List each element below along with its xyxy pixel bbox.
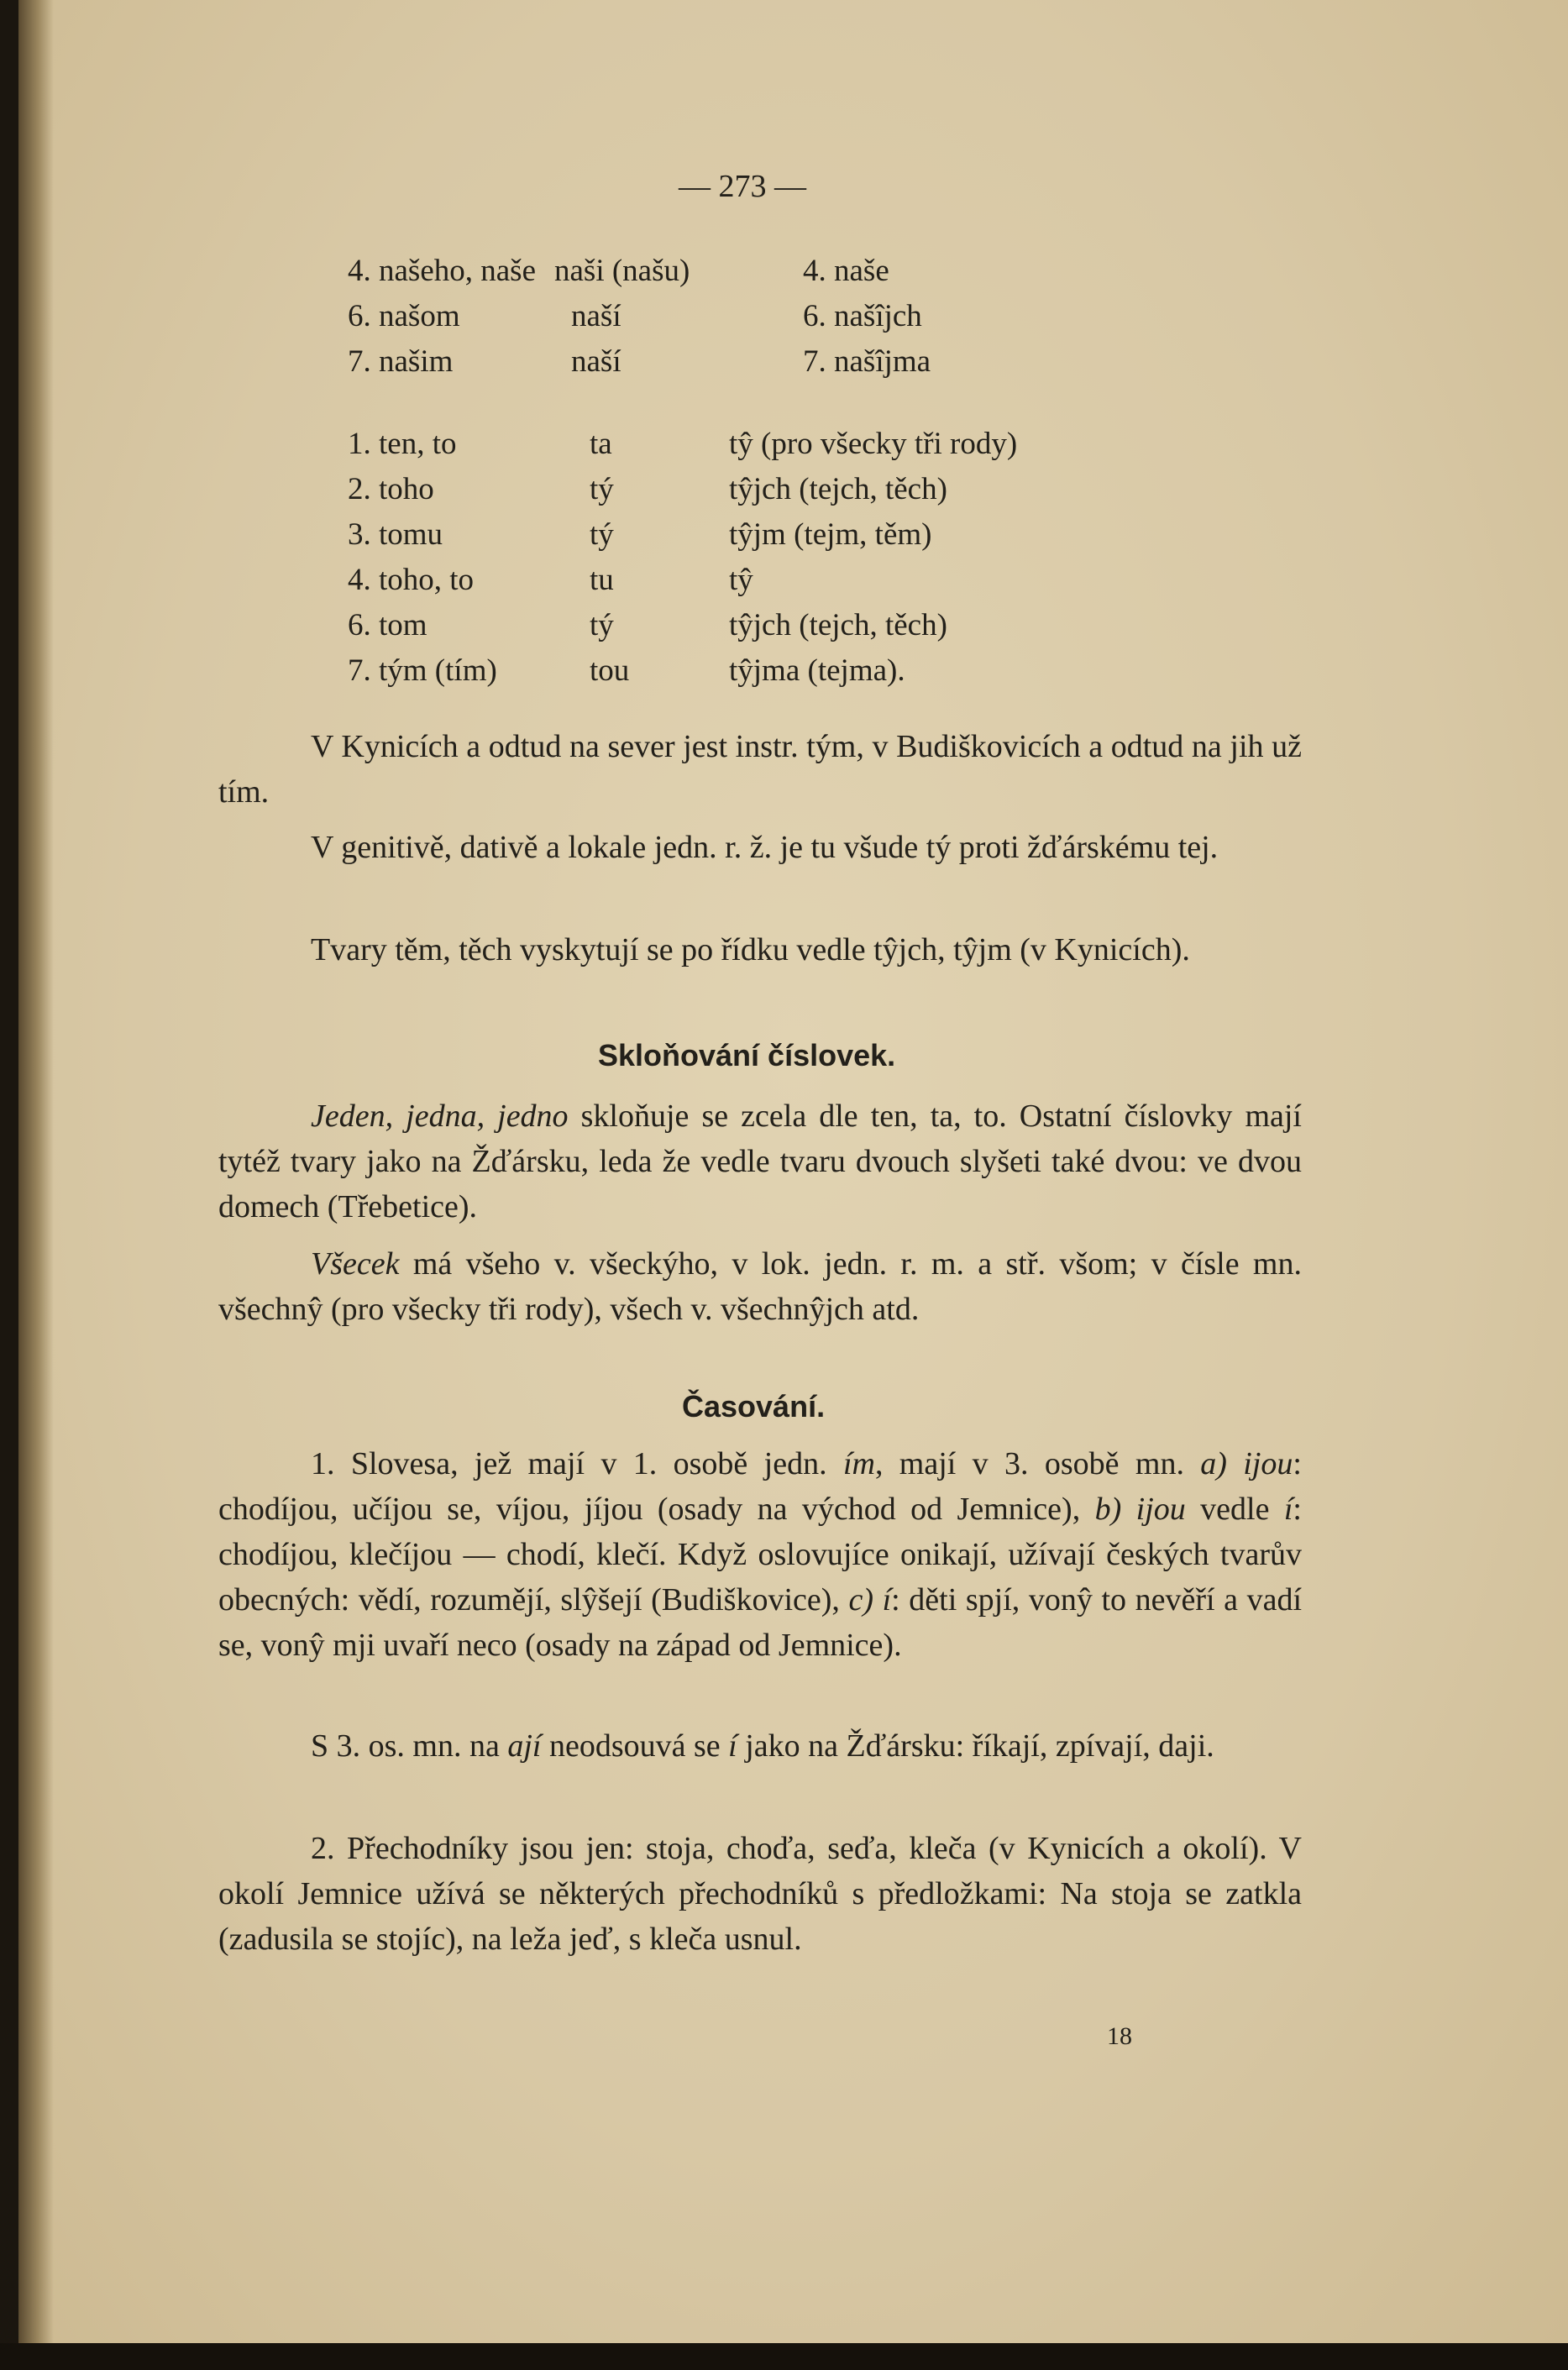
paragraph-transgressives: 2. Přechodníky jsou jen: stoja, choďa, seďa, kleča (v Kynicích a okolí). V okolí Jemnice užívá se některých přechodníků s předložkami: Na stoja se zatkla (zadusila se stojíc), na leža jeď, s kleča usnul. xyxy=(218,1831,1302,1957)
italic-term: a) ijou xyxy=(1200,1446,1293,1481)
table2-row-col1: 3. tomu xyxy=(348,517,443,552)
italic-term: ím xyxy=(842,1446,875,1481)
table1-row-col1: 6. našom xyxy=(348,299,460,333)
italic-term: c) í xyxy=(848,1582,892,1618)
table2-row-col1: 2. toho xyxy=(348,472,434,506)
table2-row-col3: tŷjch (tejch, těch) xyxy=(729,608,947,642)
table1-row-col1: 4. našeho, naše xyxy=(348,254,536,288)
paragraph-text: má všeho v. všeckýho, v lok. jedn. r. m. a stř. všom; v čísle mn. všechnŷ (pro všecky tři rody), všech v. všechnŷjch atd. xyxy=(218,1246,1302,1327)
paragraph-text: neodsouvá se xyxy=(541,1728,729,1764)
paragraph-text: jako na Žďársku: říkají, zpívají, daji. xyxy=(737,1728,1214,1764)
paragraph-text: : děti spjí, vonŷ to nevěří a vadí se, vonŷ mji uvaří neco (osady na západ od Jemnice). xyxy=(218,1582,1303,1663)
table2-row-col1: 6. tom xyxy=(348,608,427,642)
table1-row-col3: 7. našîjma xyxy=(803,344,931,379)
table2-row-col3: tŷjma (tejma). xyxy=(729,653,905,688)
paragraph-instrumental: V Kynicích a odtud na sever jest instr. tým, v Budiškovicích a odtud na jih už tím. xyxy=(218,729,1302,810)
page-gutter-shadow xyxy=(18,0,54,2343)
italic-term: ají xyxy=(507,1728,542,1764)
italic-term: Jeden, jedna, jedno xyxy=(311,1098,569,1134)
table2-row-col2: tý xyxy=(590,472,614,506)
section-heading-conjugation: Časování. xyxy=(682,1389,826,1424)
table1-row-col2: naši (našu) xyxy=(554,254,690,288)
italic-term: í xyxy=(728,1728,737,1764)
paragraph-verbs xyxy=(218,1441,1302,1668)
paragraph-text: S 3. os. mn. na xyxy=(311,1728,508,1764)
table2-row-col2: tý xyxy=(590,608,614,642)
section-heading-numerals: Skloňování číslovek. xyxy=(598,1038,896,1072)
table1-row-col1: 7. našim xyxy=(348,344,454,379)
italic-term: í xyxy=(1283,1492,1293,1527)
table2-row-col1: 4. toho, to xyxy=(348,563,475,597)
italic-term: Všecek xyxy=(311,1246,400,1282)
paragraph-text: , mají v 3. osobě mn. xyxy=(874,1446,1201,1481)
table2-row-col3: tŷjm (tejm, těm) xyxy=(729,517,932,552)
paragraph-text: skloňuje se zcela dle ten, ta, to. Ostatní číslovky mají tytéž tvary jako na Žďársku, leda že vedle tvaru dvouch slyšeti také dvou: ve dvou domech (Třebetice). xyxy=(218,1098,1302,1224)
table2-row-col3: tŷ (pro všecky tři rody) xyxy=(729,427,1018,461)
paragraph-vsecek xyxy=(218,1241,1302,1332)
paragraph-text: vedle xyxy=(1185,1492,1284,1527)
scan-bottom-edge xyxy=(0,2343,1568,2370)
table1-row-col3: 4. naše xyxy=(803,254,889,288)
italic-term: b) ijou xyxy=(1094,1492,1186,1527)
paragraph-text: : chodíjou, klečíjou — chodí, klečí. Když oslovujíce onikají, užívají českých tvarův obecných: vědí, rozumějí, slŷšejí (Budiškovice), xyxy=(218,1492,1302,1618)
table1-row-col3: 6. našîjch xyxy=(803,299,922,333)
table1-row-col2: naší xyxy=(571,344,621,379)
table1-row-col2: naší xyxy=(571,299,621,333)
table2-row-col2: tou xyxy=(590,653,630,688)
table2-row-col2: tu xyxy=(590,563,614,597)
page-number: — 273 — xyxy=(679,169,806,204)
paragraph-genitive: V genitivě, dativě a lokale jedn. r. ž. je tu všude tý proti žďárskému tej. xyxy=(311,830,1219,865)
paragraph-text: 1. Slovesa, jež mají v 1. osobě jedn. xyxy=(311,1446,843,1481)
paragraph-numerals xyxy=(218,1093,1302,1230)
paragraph-aji xyxy=(218,1723,1302,1769)
book-page xyxy=(18,0,1568,2343)
table2-row-col3: tŷ xyxy=(729,563,753,597)
signature-mark: 18 xyxy=(1107,2022,1132,2050)
paragraph-text: : chodíjou, učíjou se, víjou, jíjou (osady na východ od Jemnice), xyxy=(218,1446,1302,1527)
table2-row-col2: tý xyxy=(590,517,614,552)
table2-row-col1: 1. ten, to xyxy=(348,427,457,461)
table2-row-col2: ta xyxy=(590,427,612,461)
paragraph-forms: Tvary těm, těch vyskytují se po řídku vedle tŷjch, tŷjm (v Kynicích). xyxy=(311,932,1190,967)
table2-row-col1: 7. tým (tím) xyxy=(348,653,497,688)
table2-row-col3: tŷjch (tejch, těch) xyxy=(729,472,947,506)
